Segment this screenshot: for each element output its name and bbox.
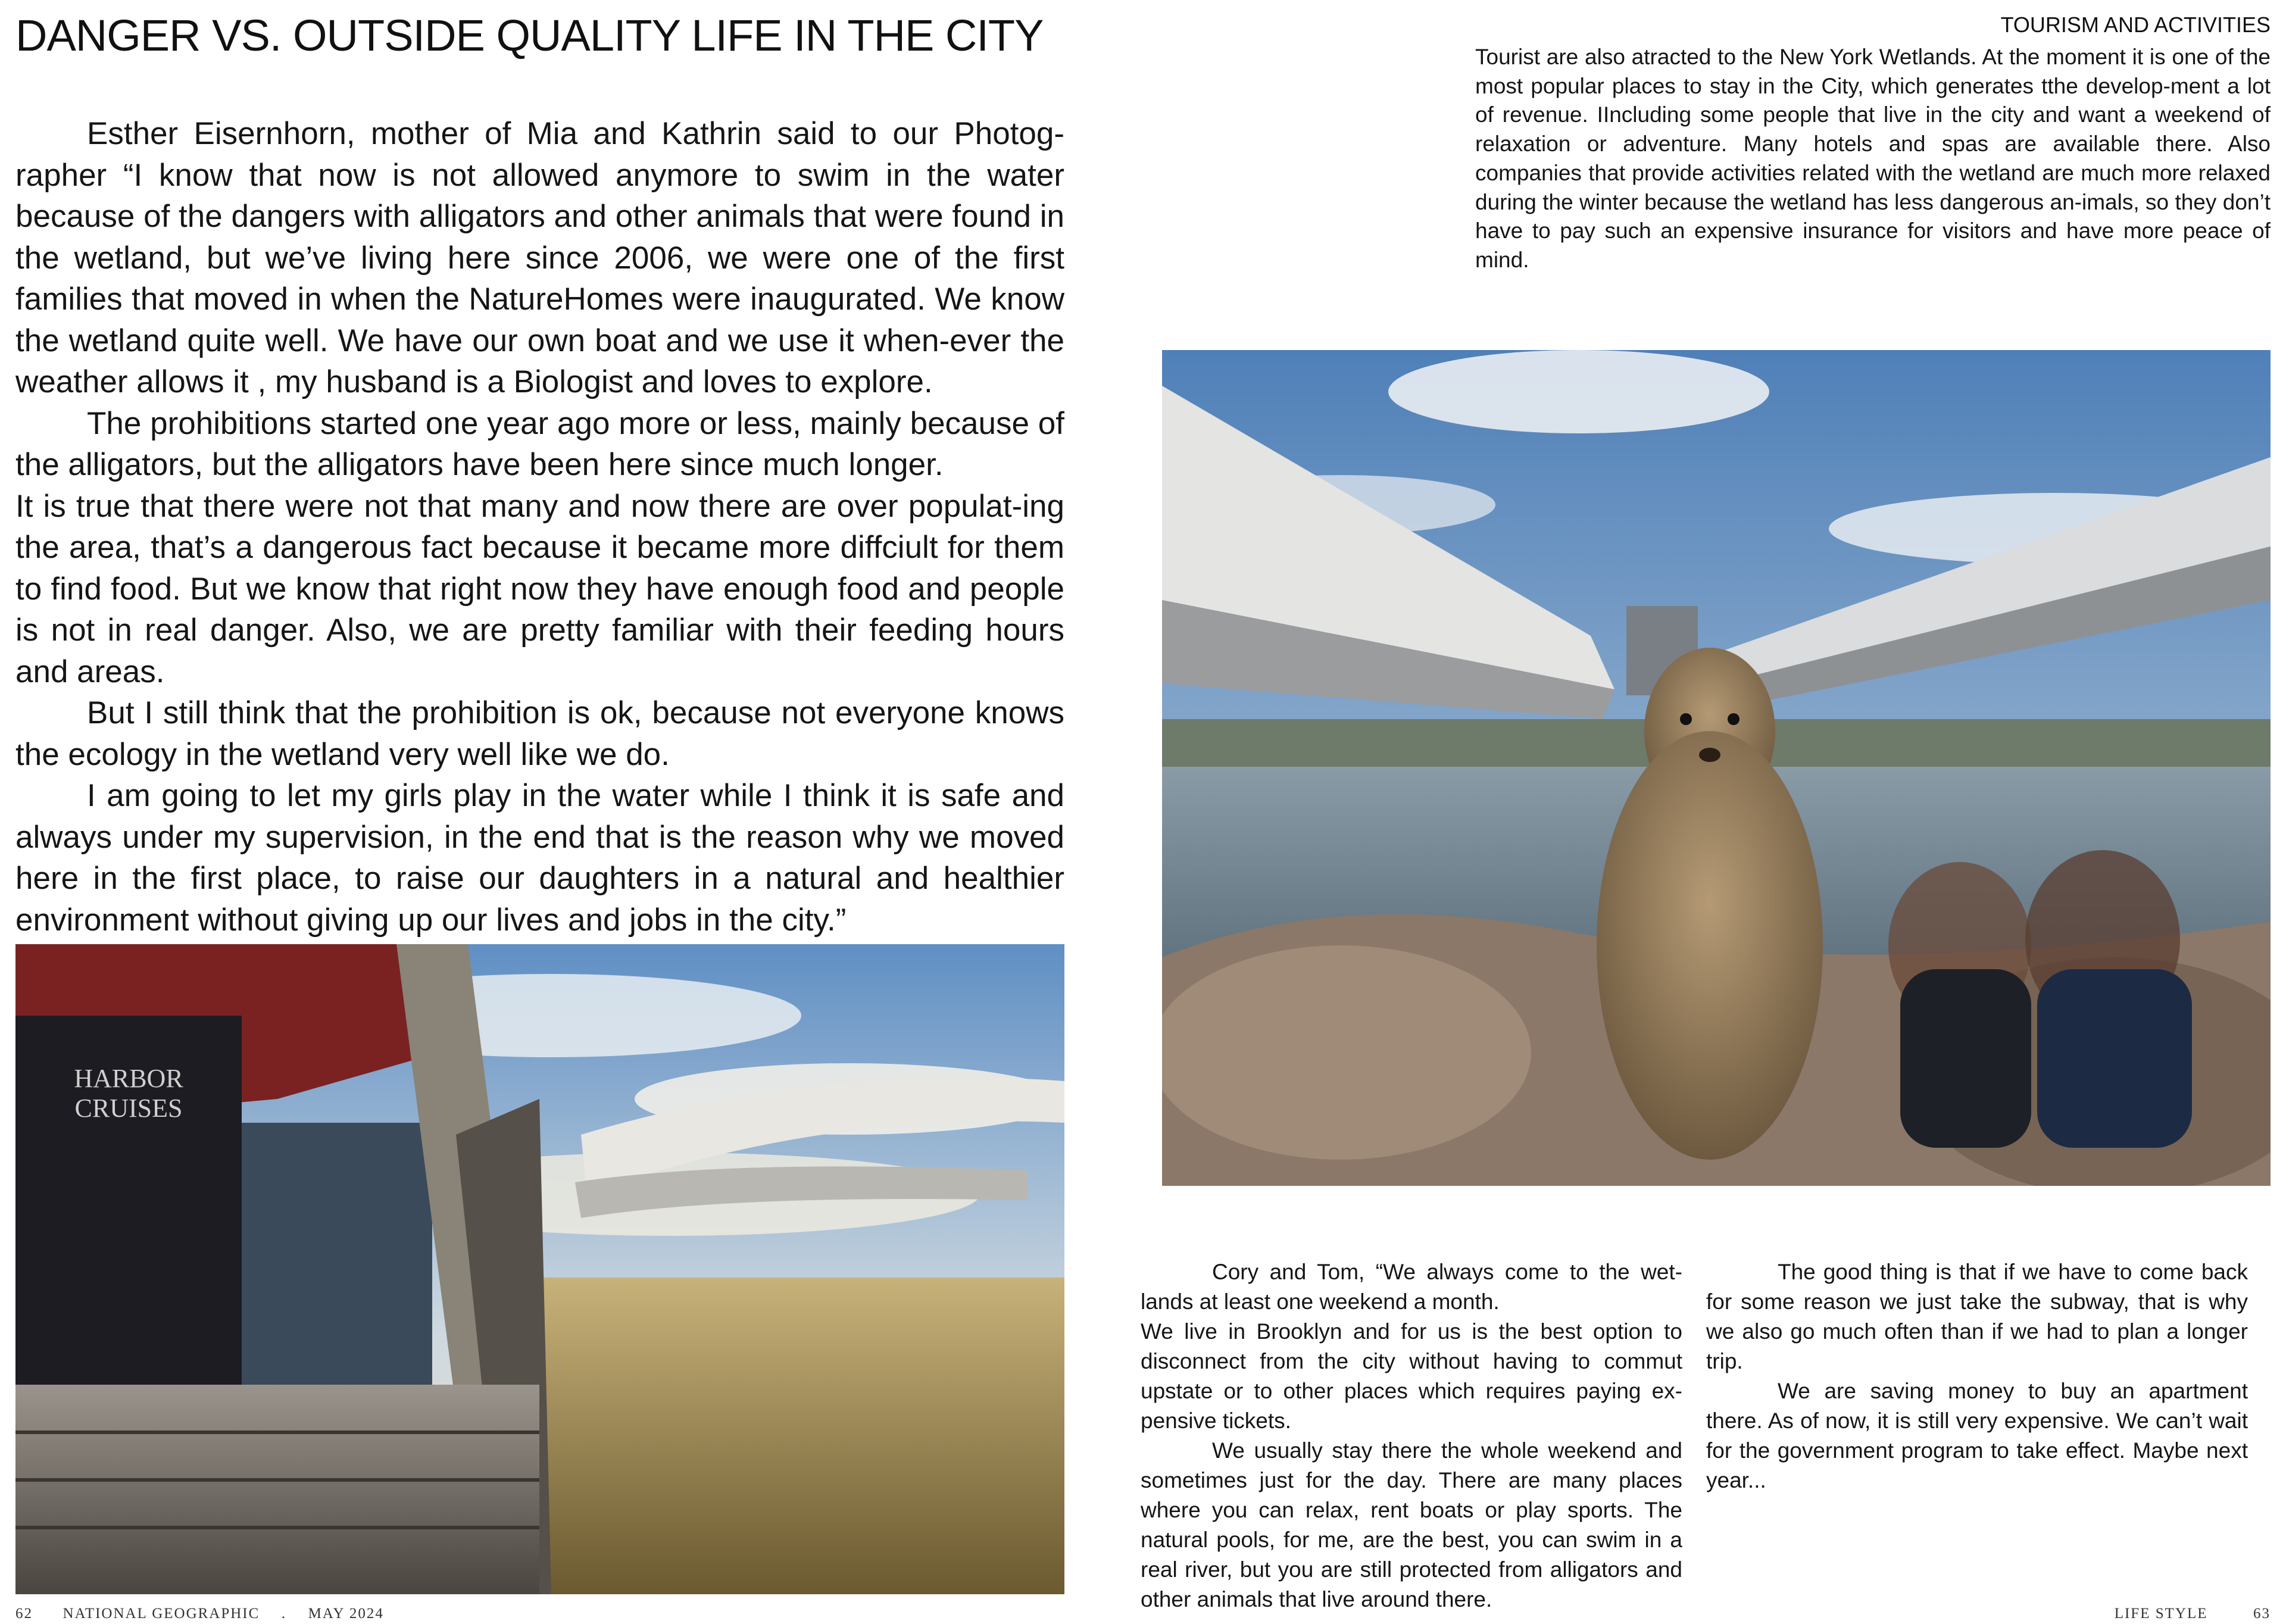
headline: DANGER VS. OUTSIDE QUALITY LIFE IN THE CITY <box>15 11 1044 60</box>
section-title: TOURISM AND ACTIVITIES <box>2000 13 2271 37</box>
main-article <box>15 113 1064 941</box>
article-paragraph: The prohibitions started one year ago more or less, mainly because of the alligators, but the alligators have been here since much longer. <box>15 405 1064 482</box>
footer-right <box>2115 1605 2271 1623</box>
footer-left <box>15 1605 384 1623</box>
harbor-sign-line-1: HARBOR <box>74 1064 183 1093</box>
article-paragraph: I am going to let my girls play in the water while I think it is safe and always under my supervision, in the end that is the reason why we moved here in the first place, to raise our daughters in a natural and healthier environment without giving up our lives and jobs in the city.” <box>15 778 1064 938</box>
page-number-right: 63 <box>2253 1606 2271 1622</box>
issue-date: MAY 2024 <box>308 1606 384 1622</box>
interview-paragraph: We are saving money to buy an apartment there. As of now, it is still very expensive. We can’t wait for the government program to take effect. Maybe next year... <box>1706 1379 2248 1492</box>
interview-paragraph: Cory and Tom, “We always come to the wet-lands at least one weekend a month. <box>1141 1260 1682 1314</box>
interview-paragraph: The good thing is that if we have to come back for some reason we just take the subway, that is why we also go much often than if we had to plan a longer trip. <box>1706 1260 2248 1373</box>
interview-paragraph: We live in Brooklyn and for us is the best option to disconnect from the city without having to commut upstate or to other places which requires paying ex-pensive tickets. <box>1141 1319 1682 1433</box>
section-body: Tourist are also atracted to the New York Wetlands. At the moment it is one of the most popular places to stay in the City, which generates tthe develop-ment a lot of revenue. IIncluding some people that live in the city and want a weekend of relaxation or adventure. Many hotels and spas are available there. Also companies that provide activities related with the wetland are much more relaxed during the winter because the wetland has less dangerous an-imals, so they don’t have to pay such an expensive insurance for visitors and have more peace of mind. <box>1475 45 2271 272</box>
page-number-left: 62 <box>15 1606 33 1622</box>
interview-column-right <box>1706 1257 2248 1495</box>
interview-paragraph: We usually stay there the whole weekend and sometimes just for the day. There are many places where you can relax, rent boats or play sports. The natural pools, for me, are the best, you can swim in a real river, but you are still protected from alligators and other animals that live around there. <box>1141 1438 1682 1611</box>
squirrel-photo <box>1162 350 2271 1186</box>
footer-separator: . <box>281 1606 287 1622</box>
section-name: LIFE STYLE <box>2114 1606 2208 1622</box>
interview-column-left <box>1141 1257 1682 1614</box>
article-paragraph: But I still think that the prohibition is ok, because not everyone knows the ecology in the wetland very well like we do. <box>15 695 1064 772</box>
article-paragraph: It is true that there were not that many and now there are over populat-ing the area, that’s a dangerous fact because it became more diffciult for them to find food. But we know that right now they have enough food and people is not in real danger. Also, we are pretty familiar with their feeding hours and areas. <box>15 488 1064 689</box>
harbor-sign-line-2: CRUISES <box>74 1094 183 1123</box>
magazine-name: NATIONAL GEOGRAPHIC <box>63 1606 260 1622</box>
harbor-photo <box>15 944 1064 1594</box>
article-paragraph: Esther Eisernhorn, mother of Mia and Kathrin said to our Photog-rapher “I know that now is not allowed anymore to swim in the water because of the dangers with alligators and other animals that were found in the wetland, but we’ve living here since 2006, we were one of the first families that moved in when the NatureHomes were inaugurated. We know the wetland quite well. We have our own boat and we use it when-ever the weather allows it , my husband is a Biologist and loves to explore. <box>15 116 1064 399</box>
